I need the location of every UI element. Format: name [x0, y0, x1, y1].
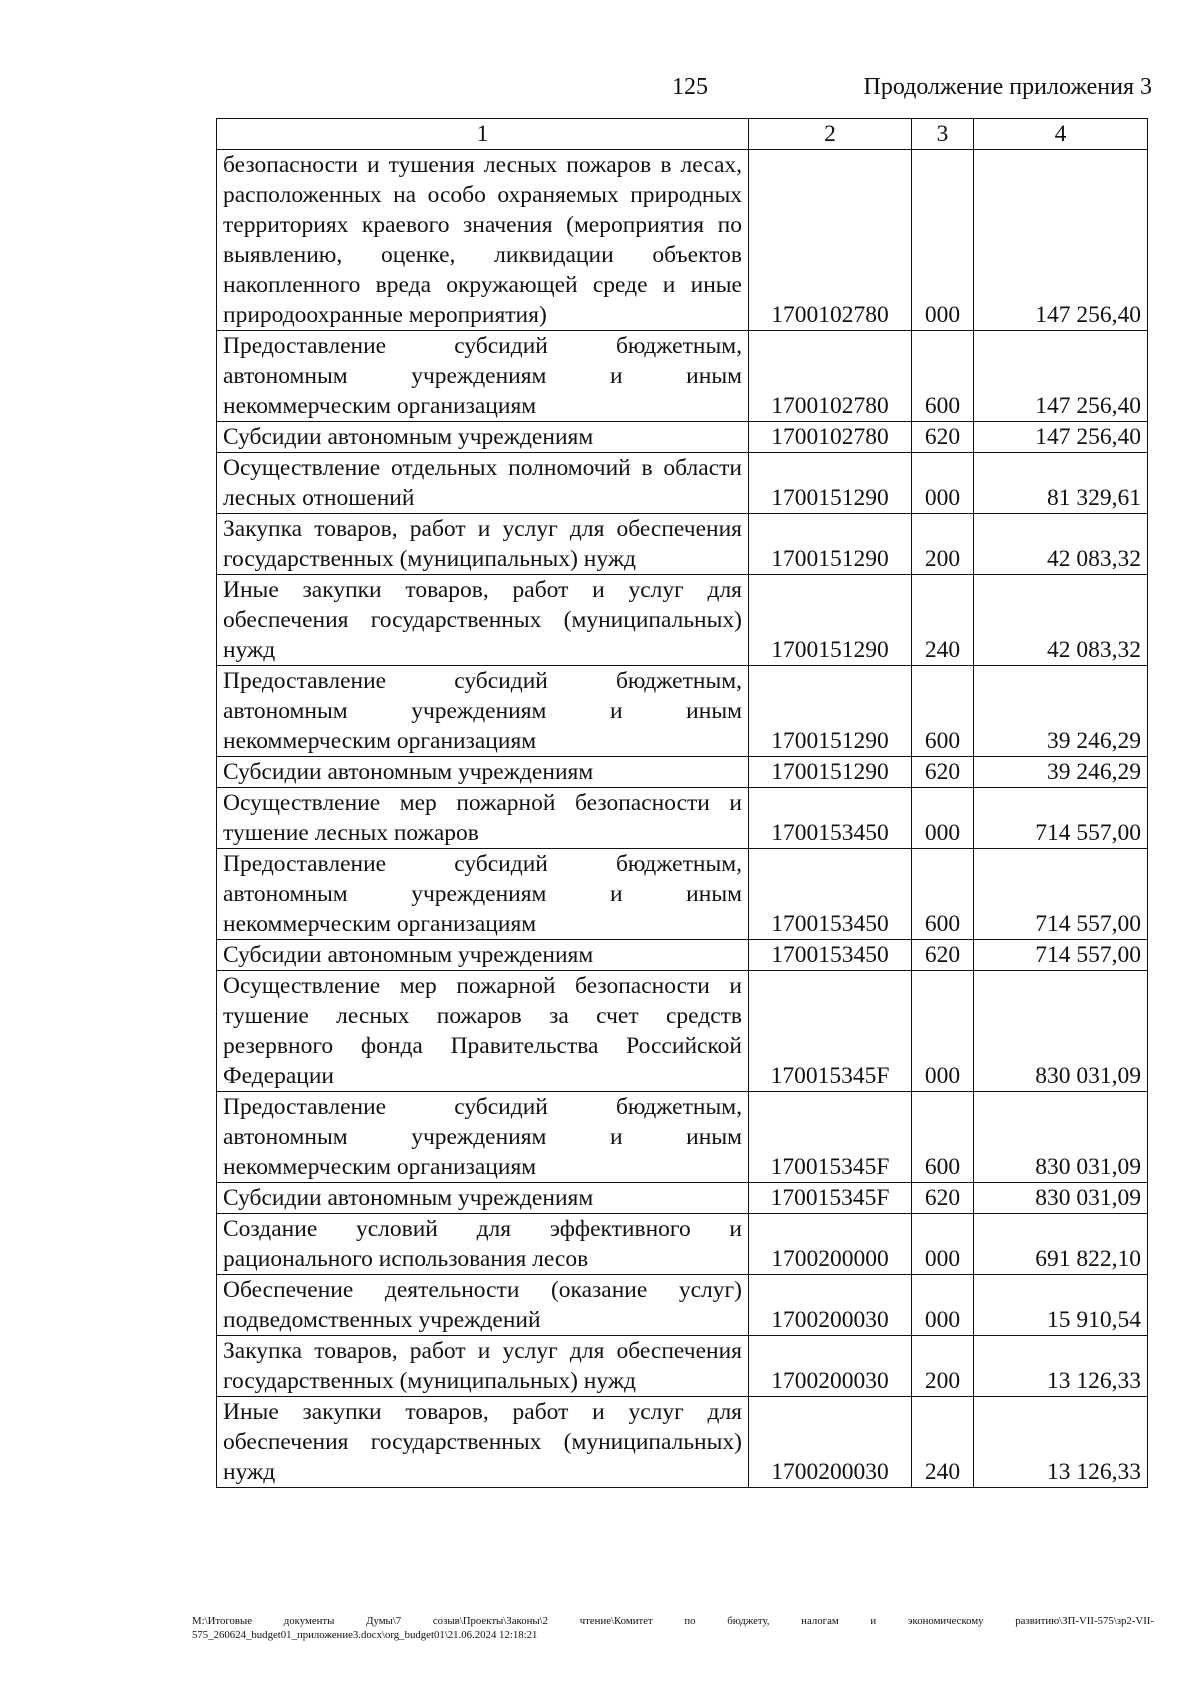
row-expense-type-cell: 000	[912, 150, 974, 331]
row-name-cell: Осуществление мер пожарной безопасности и тушение лесных пожаров	[217, 788, 749, 849]
table-row	[217, 150, 1148, 331]
row-code-cell: 1700102780	[749, 422, 912, 453]
row-expense-type-cell: 600	[912, 849, 974, 940]
row-amount-cell: 42 083,32	[974, 514, 1148, 575]
row-amount-cell: 81 329,61	[974, 453, 1148, 514]
row-expense-type-cell: 000	[912, 1275, 974, 1336]
row-code-cell: 1700200030	[749, 1397, 912, 1488]
row-name-cell: Иные закупки товаров, работ и услуг для обеспечения государственных (муниципальных) нужд	[217, 575, 749, 666]
table-header-row	[217, 119, 1148, 150]
row-code-cell: 1700102780	[749, 150, 912, 331]
row-amount-cell: 830 031,09	[974, 1183, 1148, 1214]
row-name-cell: Обеспечение деятельности (оказание услуг) подведомственных учреждений	[217, 1275, 749, 1336]
document-path-footer: М:\Итоговые документы Думы\7 созыв\Проекты\Законы\2 чтение\Комитет по бюджету, налогам и экономическому развитию\ЗП-VII-575\зр2-VII-575_260624_budget01_приложение3.docx\org_budget01\21.06.2024 12:18:21	[192, 1615, 1154, 1641]
table-row	[217, 514, 1148, 575]
page-number: 125	[672, 74, 708, 100]
row-name-cell: Предоставление субсидий бюджетным, автономным учреждениям и иным некоммерческим организациям	[217, 331, 749, 422]
row-expense-type-cell: 600	[912, 331, 974, 422]
column-header-4: 4	[974, 119, 1148, 150]
row-amount-cell: 830 031,09	[974, 1092, 1148, 1183]
table-row	[217, 1336, 1148, 1397]
row-name-cell: Субсидии автономным учреждениям	[217, 1183, 749, 1214]
row-expense-type-cell: 000	[912, 453, 974, 514]
row-amount-cell: 147 256,40	[974, 150, 1148, 331]
row-expense-type-cell: 620	[912, 422, 974, 453]
row-code-cell: 1700200030	[749, 1336, 912, 1397]
row-expense-type-cell: 620	[912, 757, 974, 788]
column-header-3: 3	[912, 119, 974, 150]
row-amount-cell: 691 822,10	[974, 1214, 1148, 1275]
table-row	[217, 331, 1148, 422]
row-amount-cell: 15 910,54	[974, 1275, 1148, 1336]
row-code-cell: 1700200030	[749, 1275, 912, 1336]
row-expense-type-cell: 240	[912, 575, 974, 666]
column-header-2: 2	[749, 119, 912, 150]
row-code-cell: 1700151290	[749, 666, 912, 757]
table-row	[217, 422, 1148, 453]
table-row	[217, 1214, 1148, 1275]
appendix-continuation-label: Продолжение приложения 3	[863, 74, 1152, 100]
row-name-cell: Создание условий для эффективного и рационального использования лесов	[217, 1214, 749, 1275]
row-amount-cell: 714 557,00	[974, 940, 1148, 971]
row-amount-cell: 39 246,29	[974, 757, 1148, 788]
row-code-cell: 1700151290	[749, 757, 912, 788]
row-code-cell: 1700151290	[749, 575, 912, 666]
table-row	[217, 575, 1148, 666]
table-row	[217, 757, 1148, 788]
row-code-cell: 1700151290	[749, 514, 912, 575]
row-name-cell: Субсидии автономным учреждениям	[217, 757, 749, 788]
row-expense-type-cell: 240	[912, 1397, 974, 1488]
row-code-cell: 170015345F	[749, 1183, 912, 1214]
row-name-cell: Предоставление субсидий бюджетным, автономным учреждениям и иным некоммерческим организациям	[217, 666, 749, 757]
table-row	[217, 849, 1148, 940]
row-name-cell: безопасности и тушения лесных пожаров в лесах, расположенных на особо охраняемых природных территориях краевого значения (мероприятия по выявлению, оценке, ликвидации объектов накопленного вреда окружающей среде и иные природоохранные мероприятия)	[217, 150, 749, 331]
row-name-cell: Иные закупки товаров, работ и услуг для обеспечения государственных (муниципальных) нужд	[217, 1397, 749, 1488]
row-amount-cell: 147 256,40	[974, 331, 1148, 422]
row-code-cell: 1700153450	[749, 849, 912, 940]
column-header-1: 1	[217, 119, 749, 150]
row-code-cell: 170015345F	[749, 1092, 912, 1183]
row-expense-type-cell: 000	[912, 788, 974, 849]
row-expense-type-cell: 600	[912, 1092, 974, 1183]
row-name-cell: Закупка товаров, работ и услуг для обеспечения государственных (муниципальных) нужд	[217, 1336, 749, 1397]
row-name-cell: Предоставление субсидий бюджетным, автономным учреждениям и иным некоммерческим организациям	[217, 1092, 749, 1183]
table-body	[217, 150, 1148, 1488]
row-amount-cell: 147 256,40	[974, 422, 1148, 453]
table-row	[217, 666, 1148, 757]
table-row	[217, 1275, 1148, 1336]
table-row	[217, 453, 1148, 514]
row-code-cell: 1700102780	[749, 331, 912, 422]
row-name-cell: Осуществление отдельных полномочий в области лесных отношений	[217, 453, 749, 514]
row-name-cell: Субсидии автономным учреждениям	[217, 422, 749, 453]
row-expense-type-cell: 000	[912, 1214, 974, 1275]
row-code-cell: 1700153450	[749, 940, 912, 971]
row-amount-cell: 13 126,33	[974, 1336, 1148, 1397]
row-name-cell: Осуществление мер пожарной безопасности и тушение лесных пожаров за счет средств резервного фонда Правительства Российской Федерации	[217, 971, 749, 1092]
row-code-cell: 170015345F	[749, 971, 912, 1092]
table-row	[217, 971, 1148, 1092]
table-row	[217, 1397, 1148, 1488]
row-code-cell: 1700151290	[749, 453, 912, 514]
row-amount-cell: 42 083,32	[974, 575, 1148, 666]
table-row	[217, 1183, 1148, 1214]
row-expense-type-cell: 620	[912, 1183, 974, 1214]
row-amount-cell: 13 126,33	[974, 1397, 1148, 1488]
table-row	[217, 1092, 1148, 1183]
table-row	[217, 940, 1148, 971]
budget-table	[216, 118, 1148, 1488]
row-expense-type-cell: 200	[912, 514, 974, 575]
row-code-cell: 1700200000	[749, 1214, 912, 1275]
row-expense-type-cell: 600	[912, 666, 974, 757]
row-name-cell: Предоставление субсидий бюджетным, автономным учреждениям и иным некоммерческим организациям	[217, 849, 749, 940]
table-row	[217, 788, 1148, 849]
row-amount-cell: 714 557,00	[974, 849, 1148, 940]
row-expense-type-cell: 200	[912, 1336, 974, 1397]
row-name-cell: Закупка товаров, работ и услуг для обеспечения государственных (муниципальных) нужд	[217, 514, 749, 575]
row-name-cell: Субсидии автономным учреждениям	[217, 940, 749, 971]
row-amount-cell: 714 557,00	[974, 788, 1148, 849]
row-amount-cell: 830 031,09	[974, 971, 1148, 1092]
row-code-cell: 1700153450	[749, 788, 912, 849]
row-expense-type-cell: 000	[912, 971, 974, 1092]
row-expense-type-cell: 620	[912, 940, 974, 971]
row-amount-cell: 39 246,29	[974, 666, 1148, 757]
